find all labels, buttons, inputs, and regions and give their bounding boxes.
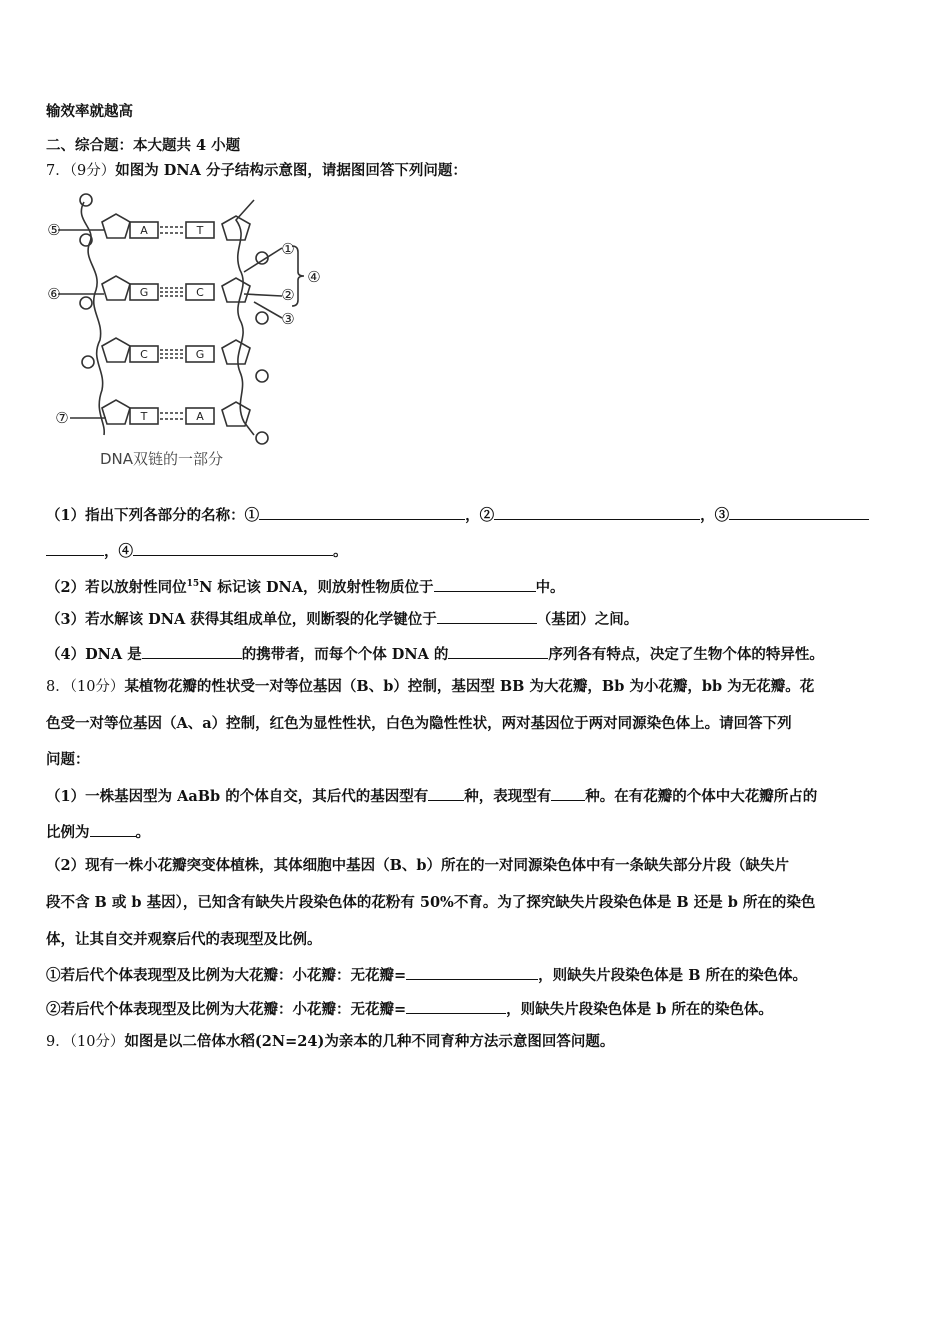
text: ，③	[700, 507, 730, 524]
text: 如图是以二倍体水稻(2N=24)为亲本的几种不同育种方法示意图回答问题。	[124, 1033, 615, 1050]
text: （4）DNA 是	[46, 646, 142, 663]
q7-part-1-cont	[46, 540, 906, 562]
base-label: A	[140, 224, 148, 237]
answer-blank-3[interactable]	[729, 504, 869, 520]
q8-case-2	[46, 998, 906, 1020]
q8-part-2-line-3: 体，让其自交并观察后代的表现型及比例。	[46, 931, 322, 948]
text: 序列各有特点，决定了生物个体的特异性。	[548, 646, 824, 663]
answer-blank-1[interactable]	[259, 504, 465, 520]
text: 的携带者，而每个个体 DNA 的	[241, 646, 449, 663]
text: （1）一株基因型为 AaBb 的个体自交，其后代的基因型有	[46, 788, 429, 805]
text: ，则缺失片段染色体是 B 所在的染色体。	[538, 967, 808, 984]
answer-blank[interactable]	[434, 576, 536, 592]
q8-part-1	[46, 785, 906, 807]
question-8-stem-2: 色受一对等位基因（A、a）控制，红色为显性性状，白色为隐性性状，两对基因位于两对同源染色体上。请回答下列	[46, 715, 792, 732]
label-7: ⑦	[55, 409, 69, 427]
answer-blank[interactable]	[437, 608, 537, 624]
label-6: ⑥	[47, 285, 61, 303]
answer-blank[interactable]	[406, 998, 506, 1014]
text: （3）若水解该 DNA 获得其组成单位，则断裂的化学键位于	[46, 611, 437, 628]
text: 中。	[535, 578, 565, 596]
text: 某植物花瓣的性状受一对等位基因（B、b）控制，基因型 BB 为大花瓣，Bb 为小花瓣，bb 为无花瓣。花	[124, 678, 815, 695]
superscript: 15	[186, 579, 200, 589]
figure-caption: DNA双链的一部分	[100, 450, 224, 468]
text: N 标记该 DNA，则放射性物质位于	[199, 578, 434, 596]
base-label: G	[139, 286, 149, 299]
text: （基团）之间。	[536, 611, 639, 628]
q8-part-1-cont	[46, 821, 906, 843]
section-heading: 二、综合题：本大题共 4 小题	[46, 137, 241, 154]
label-2: ②	[281, 286, 295, 304]
question-number: 8．（10分）	[46, 679, 125, 695]
answer-blank[interactable]	[448, 643, 548, 659]
answer-blank[interactable]	[406, 964, 538, 980]
q8-part-2-line-1: （2）现有一株小花瓣突变体植株，其体细胞中基因（B、b）所在的一对同源染色体中有一条缺失部分片段（缺失片	[46, 857, 789, 874]
question-number: 7．（9分）	[46, 163, 116, 179]
base-label: C	[196, 286, 204, 299]
text: 种，表现型有	[464, 788, 552, 805]
answer-blank-2[interactable]	[494, 504, 700, 520]
answer-blank[interactable]	[551, 785, 585, 801]
text: （2）若以放射性同位	[46, 578, 187, 596]
text: 。	[135, 824, 150, 841]
question-number: 9．（10分）	[46, 1034, 125, 1050]
dna-diagram	[44, 190, 334, 475]
q7-part-3	[46, 608, 906, 630]
text: 种。在有花瓣的个体中大花瓣所占的	[585, 788, 818, 805]
label-4: ④	[307, 268, 321, 286]
q7-part-2	[46, 574, 906, 598]
question-9-stem	[46, 1032, 906, 1052]
text: ，④	[104, 543, 133, 560]
text: ①若后代个体表现型及比例为大花瓣：小花瓣：无花瓣=	[46, 967, 407, 984]
question-7-stem	[46, 161, 906, 181]
answer-blank-3-cont[interactable]	[46, 540, 104, 556]
text: ，②	[465, 507, 495, 524]
question-8-stem-1	[46, 677, 906, 697]
answer-blank[interactable]	[142, 643, 242, 659]
continued-text: 输效率就越高	[46, 103, 133, 120]
question-text: 如图为 DNA 分子结构示意图，请据图回答下列问题：	[115, 162, 467, 179]
label-1: ①	[281, 240, 295, 258]
answer-blank[interactable]	[428, 785, 464, 801]
text: （1）指出下列各部分的名称：①	[46, 507, 260, 524]
answer-blank[interactable]	[90, 821, 136, 837]
label-3: ③	[281, 310, 295, 328]
dna-structure-figure	[44, 190, 334, 475]
question-8-stem-3: 问题：	[46, 751, 90, 768]
base-label: T	[140, 410, 148, 423]
text: ，则缺失片段染色体是 b 所在的染色体。	[506, 1001, 773, 1018]
text: ②若后代个体表现型及比例为大花瓣：小花瓣：无花瓣=	[46, 1001, 407, 1018]
base-label: T	[196, 224, 204, 237]
text: 。	[333, 543, 348, 560]
q7-part-1	[46, 504, 906, 526]
q8-part-2-line-2: 段不含 B 或 b 基因），已知含有缺失片段染色体的花粉有 50%不育。为了探究缺失片段染色体是 B 还是 b 所在的染色	[46, 894, 816, 911]
q7-part-4	[46, 643, 906, 665]
base-label: C	[140, 348, 148, 361]
answer-blank-4[interactable]	[133, 540, 333, 556]
base-label: G	[195, 348, 205, 361]
text: 比例为	[46, 824, 90, 841]
q8-case-1	[46, 964, 906, 986]
label-5: ⑤	[47, 221, 61, 239]
base-label: A	[196, 410, 204, 423]
